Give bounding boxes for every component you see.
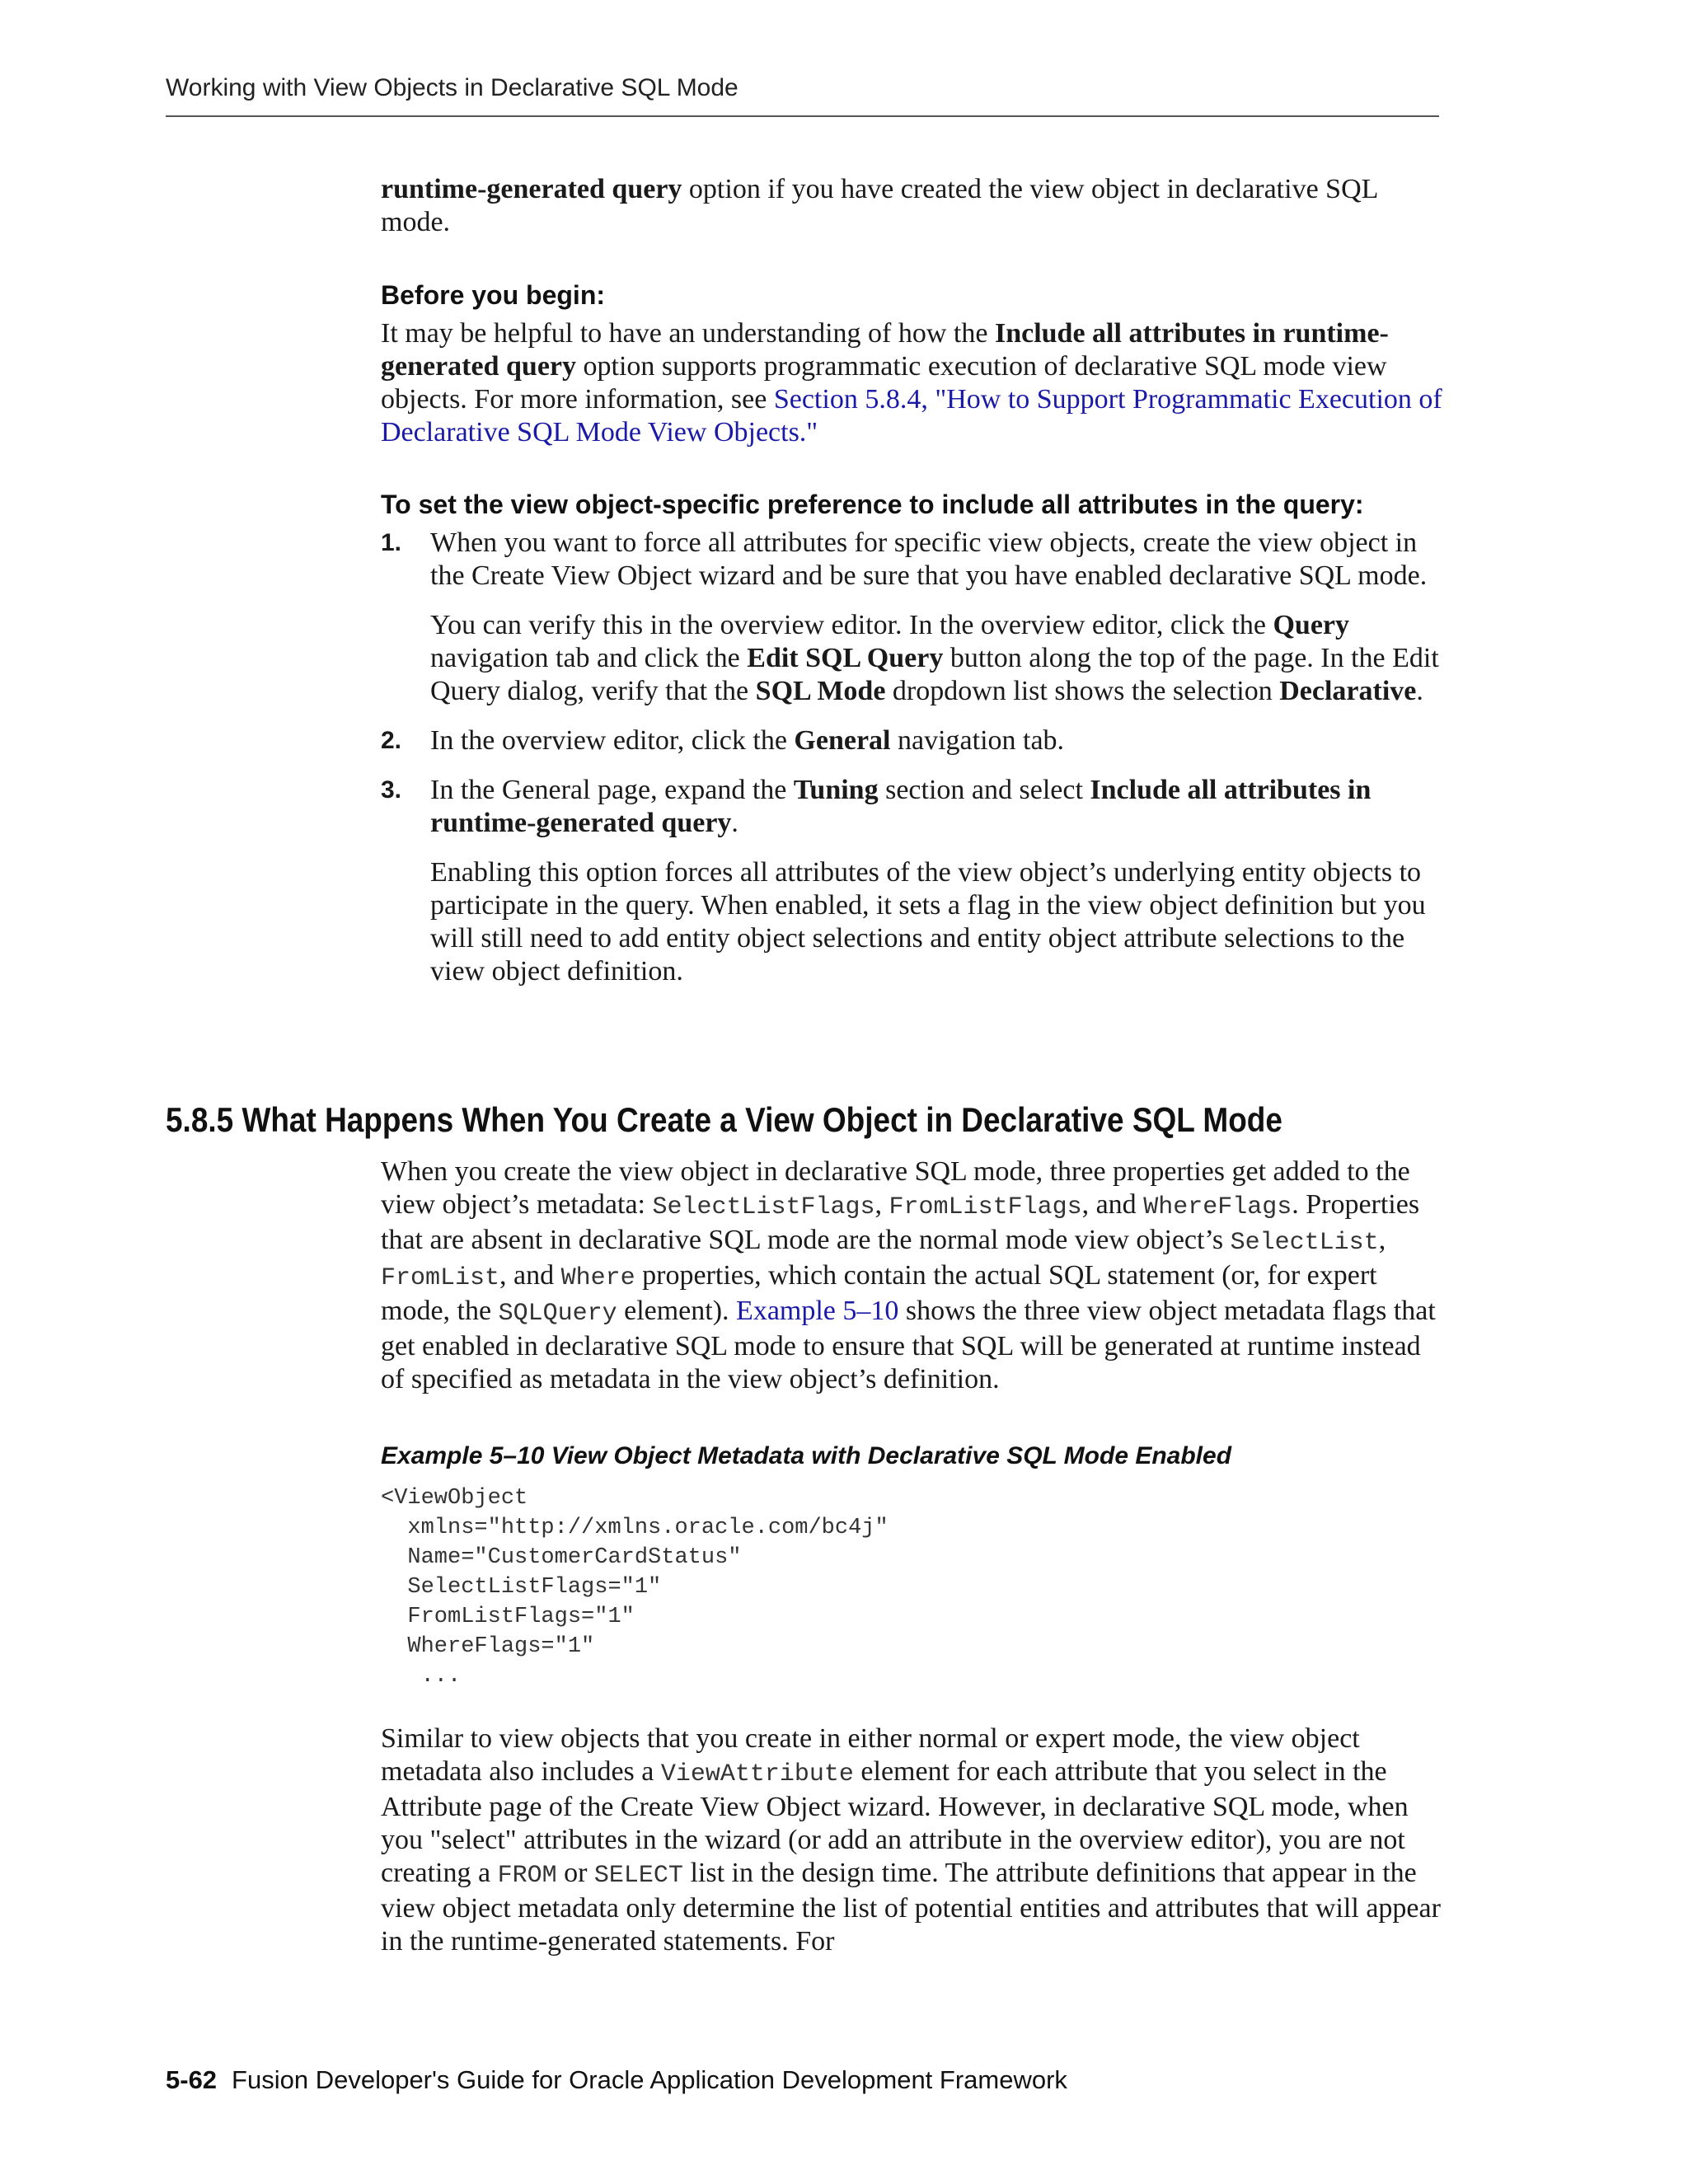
step-1-detail (430, 609, 1444, 708)
book-title: Fusion Developer's Guide for Oracle Application Development Framework (232, 2065, 1067, 2094)
text-run: . (1416, 676, 1423, 706)
step-1 (381, 527, 1444, 708)
step-3-detail: Enabling this option forces all attributes of the view object’s underlying entity objects to participate in the query. When enabled, it sets a flag in the view object definition but you will still need to add entity object selections and entity object attribute selections to the view object definition. (430, 857, 1426, 987)
text-run: It may be helpful to have an understanding of how the (381, 318, 995, 349)
intro-paragraph (381, 173, 1444, 239)
code-line: Name="CustomerCardStatus" (381, 1545, 742, 1570)
procedure-steps (381, 527, 1444, 988)
text-run: When you create the view object in declarative SQL mode, three properties get added to the view object’s metadata: (381, 1156, 1410, 1220)
text-run: button along the top of the page. In the Edit Query dialog, verify that the (430, 643, 1439, 706)
bold-run: Include all attributes in runtime-generated query (381, 318, 1389, 382)
step-2 (381, 724, 1444, 757)
section-paragraph-2 (381, 1722, 1444, 1958)
code-example (381, 1483, 1444, 1691)
code-run: FromListFlags (889, 1193, 1082, 1221)
code-line: <ViewObject (381, 1486, 528, 1511)
section-body (381, 1155, 1444, 1958)
procedure-heading: To set the view object-specific preference to include all attributes in the query: (381, 490, 1364, 519)
bold-run: SQL Mode (755, 676, 886, 706)
code-run: FROM (497, 1862, 557, 1890)
code-line: SelectListFlags="1" (381, 1575, 662, 1600)
example-title: Example 5–10 View Object Metadata with Declarative SQL Mode Enabled (381, 1442, 1232, 1469)
page-number: 5-62 (166, 2065, 218, 2094)
step-1-text: When you want to force all attributes for specific view objects, create the view object in the Create View Object wizard and be sure that you have enabled declarative SQL mode. (430, 527, 1428, 591)
code-line: FromListFlags="1" (381, 1605, 635, 1629)
step-number: 3. (381, 776, 402, 804)
before-begin-block (381, 280, 1444, 449)
code-run: WhereFlags (1143, 1193, 1292, 1221)
text-run: , (874, 1189, 889, 1220)
text-run: option supports programmatic execution of declarative SQL mode view objects. For more information, see (381, 351, 1387, 415)
text-run: or (556, 1858, 594, 1888)
code-run: FromList (381, 1264, 500, 1292)
step-number: 2. (381, 727, 402, 754)
text-run: navigation tab and click the (430, 643, 748, 673)
text-run: . Properties that are absent in declarative SQL mode are the normal mode view object’s (381, 1189, 1420, 1255)
text-run: , and (499, 1260, 561, 1291)
section-heading: 5.8.5 What Happens When You Create a View Object in Declarative SQL Mode (166, 1100, 1282, 1139)
code-line: xmlns="http://xmlns.oracle.com/bc4j" (381, 1516, 889, 1540)
example-5-10-link[interactable]: Example 5–10 (736, 1296, 899, 1326)
bold-run: Declarative (1279, 676, 1417, 706)
text-run: element). (617, 1296, 737, 1326)
text-run: dropdown list shows the selection (885, 676, 1280, 706)
code-run: SQLQuery (498, 1300, 617, 1328)
code-run: SelectListFlags (652, 1193, 875, 1221)
before-begin-paragraph (381, 317, 1444, 449)
text-run: In the overview editor, click the (430, 725, 795, 756)
section-5-8-4-link[interactable]: Section 5.8.4, "How to Support Programmatic Execution of Declarative SQL Mode View Objects." (381, 384, 1442, 448)
bold-run: Include all attributes in runtime-generated query (430, 775, 1372, 838)
step-3 (381, 774, 1444, 988)
running-header: Working with View Objects in Declarative SQL Mode (166, 74, 738, 101)
text-run: properties, which contain the actual SQL statement (or, for expert mode, the (381, 1260, 1377, 1326)
code-line: ... (381, 1664, 462, 1689)
step-number: 1. (381, 529, 402, 556)
step-3-text (430, 774, 1444, 840)
step-2-text (430, 724, 1444, 757)
header-divider (166, 115, 1439, 117)
text-run: , and (1081, 1189, 1144, 1220)
section-paragraph-1 (381, 1155, 1444, 1396)
code-line: WhereFlags="1" (381, 1634, 595, 1659)
text-run: element for each attribute that you select in the Attribute page of the Create View Object wizard. However, in declarative SQL mode, when you "select" attributes in the wizard (or add an attribute in the overview editor), you are not creating a (381, 1756, 1409, 1888)
text-run: section and select (878, 775, 1090, 805)
code-run: Where (560, 1264, 635, 1292)
bold-run: Query (1273, 610, 1350, 640)
procedure-block (381, 490, 1444, 988)
text-run: shows the three view object metadata flags that get enabled in declarative SQL mode to ensure that SQL will be generated at runtime instead of specified as metadata in the view object’s definition. (381, 1296, 1436, 1394)
intro-block (381, 173, 1444, 239)
code-run: SelectList (1230, 1229, 1379, 1257)
text-run: list in the design time. The attribute definitions that appear in the view object metadata only determine the list of potential entities and attributes that will appear in the runtime-generated statements. For (381, 1858, 1441, 1957)
before-begin-heading: Before you begin: (381, 280, 606, 310)
bold-run: General (794, 725, 891, 756)
text-run: Similar to view objects that you create in either normal or expert mode, the view object metadata also includes a (381, 1723, 1360, 1787)
text-run: . (731, 808, 738, 838)
bold-run: Edit SQL Query (747, 643, 944, 673)
code-run: ViewAttribute (660, 1760, 854, 1788)
intro-bold: runtime-generated query (381, 174, 682, 204)
code-run: SELECT (593, 1862, 683, 1890)
text-run: navigation tab. (890, 725, 1065, 756)
text-run: In the General page, expand the (430, 775, 794, 805)
text-run: You can verify this in the overview editor. In the overview editor, click the (430, 610, 1273, 640)
bold-run: Tuning (793, 775, 879, 805)
page-footer (166, 2065, 1067, 2095)
intro-text: option if you have created the view object in declarative SQL mode. (381, 174, 1378, 237)
text-run: , (1378, 1225, 1386, 1255)
